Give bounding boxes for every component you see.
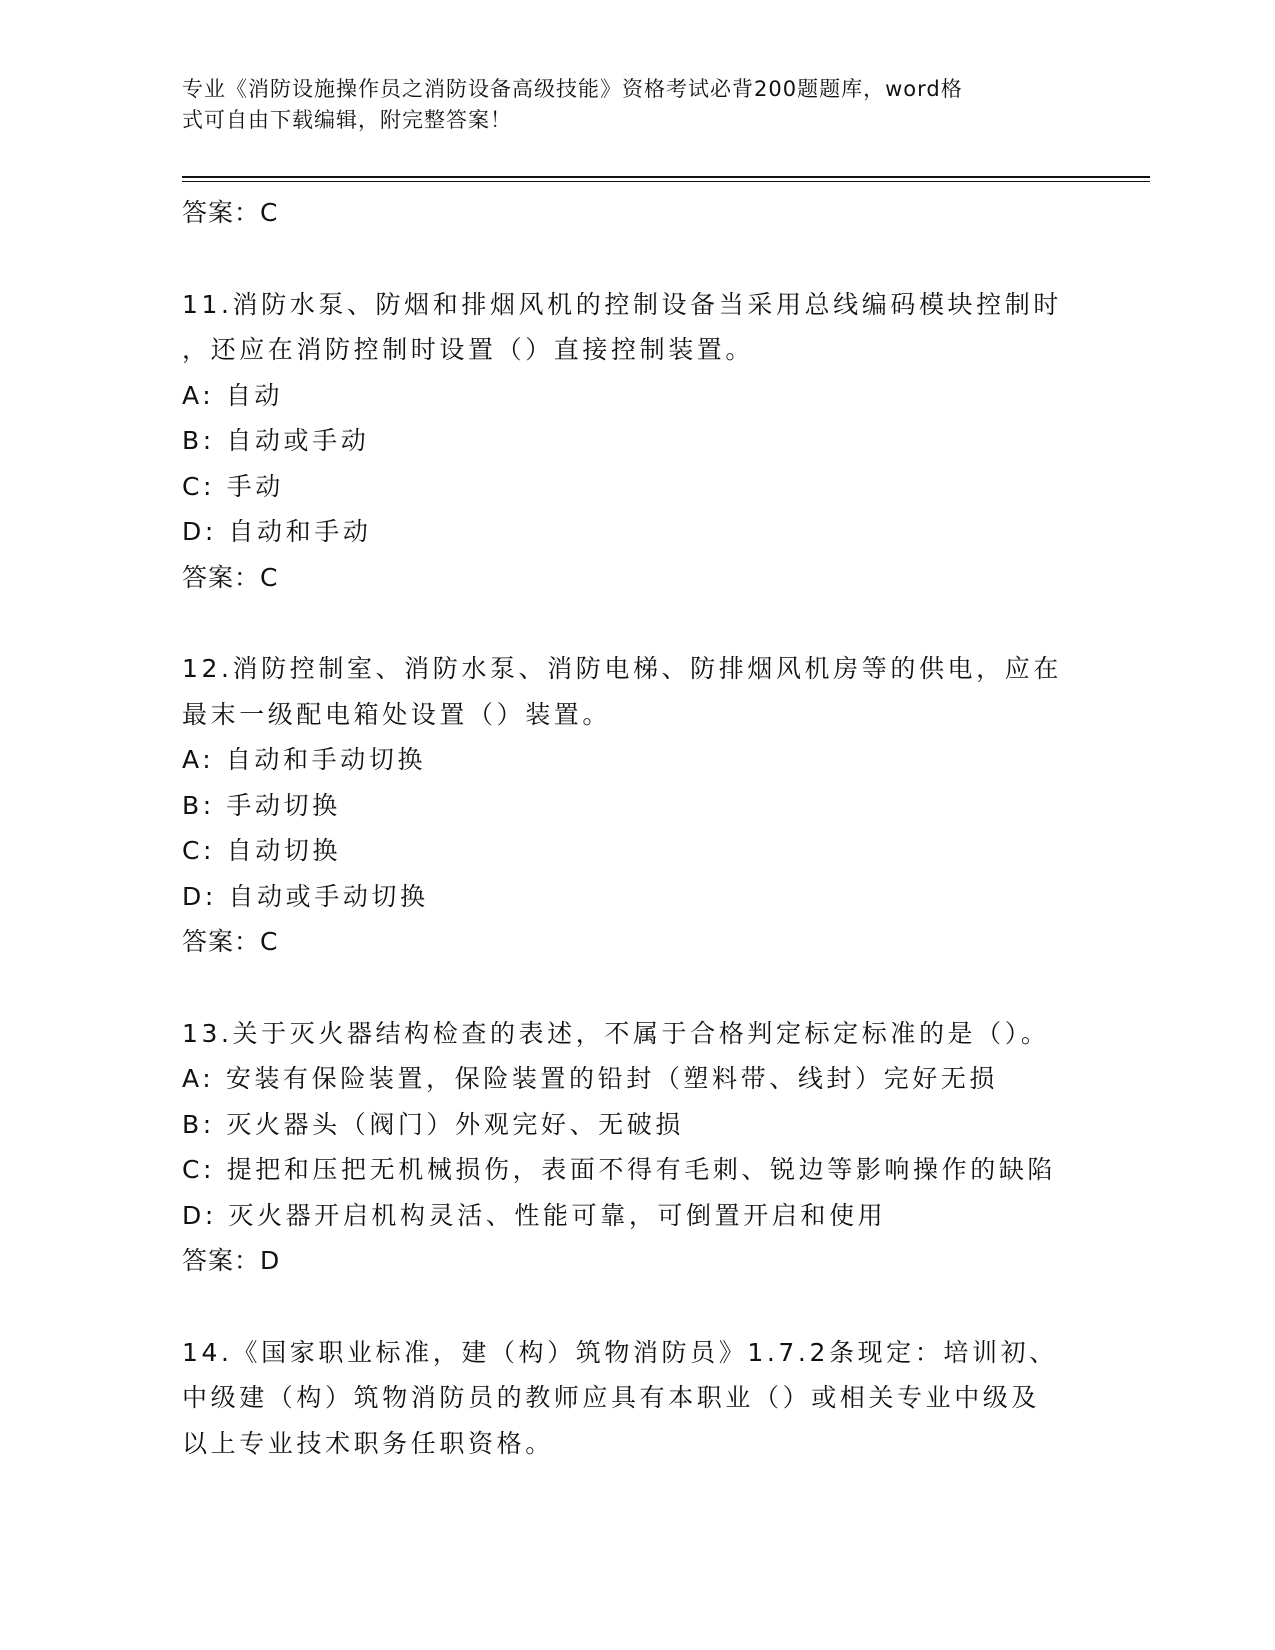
option-a: A: 自动 [182, 380, 284, 410]
header-line-1: 专业《消防设施操作员之消防设备高级技能》资格考试必背200题题库，word格 [182, 77, 963, 101]
option-b: B: 灭火器头（阀门）外观完好、无破损 [182, 1109, 684, 1139]
answer-line: 答案：C [182, 198, 279, 227]
option-a: A: 自动和手动切换 [182, 745, 427, 774]
option-c: C: 手动 [182, 471, 284, 501]
answer-line: 答案：D [182, 1246, 281, 1275]
answer-line: 答案：C [182, 562, 279, 592]
header-line-2: 式可自由下载编辑，附完整答案！ [182, 108, 512, 132]
option-b: B: 自动或手动 [182, 426, 370, 455]
answer-line: 答案：C [182, 927, 279, 956]
option-b: B: 手动切换 [182, 790, 341, 820]
question-13 [182, 1011, 1082, 1284]
option-d: D: 灭火器开启机构灵活、性能可靠，可倒置开启和使用 [182, 1200, 887, 1230]
option-d: D: 自动和手动 [182, 517, 372, 546]
question-stem: 中级建（构）筑物消防员的教师应具有本职业（）或相关专业中级及 [182, 1383, 1041, 1412]
header-rule-thick [182, 176, 1150, 178]
question-stem: 12.消防控制室、消防水泵、消防电梯、防排烟风机房等的供电，应在 [182, 654, 1062, 683]
document-body [182, 190, 1082, 1466]
question-14 [182, 1330, 1082, 1467]
question-stem: 以上专业技术职务任职资格。 [182, 1428, 554, 1458]
question-stem: 11.消防水泵、防烟和排烟风机的控制设备当采用总线编码模块控制时 [182, 289, 1062, 319]
question-11 [182, 282, 1082, 601]
option-a: A: 安装有保险装置，保险装置的铅封（塑料带、线封）完好无损 [182, 1064, 999, 1093]
question-stem: ，还应在消防控制时设置（）直接控制装置。 [182, 335, 755, 364]
question-12 [182, 646, 1082, 965]
option-c: C: 提把和压把无机械损伤，表面不得有毛刺、锐边等影响操作的缺陷 [182, 1155, 1057, 1184]
question-stem: 14.《国家职业标准，建（构）筑物消防员》1.7.2条现定：培训初、 [182, 1337, 1058, 1367]
option-d: D: 自动或手动切换 [182, 881, 429, 911]
page-header [182, 74, 1072, 136]
option-c: C: 自动切换 [182, 836, 342, 865]
question-stem: 最末一级配电箱处设置（）装置。 [182, 699, 612, 729]
header-rule-thin [182, 181, 1150, 182]
question-stem: 13.关于灭火器结构检查的表述，不属于合格判定标定标准的是（）。 [182, 1018, 1050, 1048]
